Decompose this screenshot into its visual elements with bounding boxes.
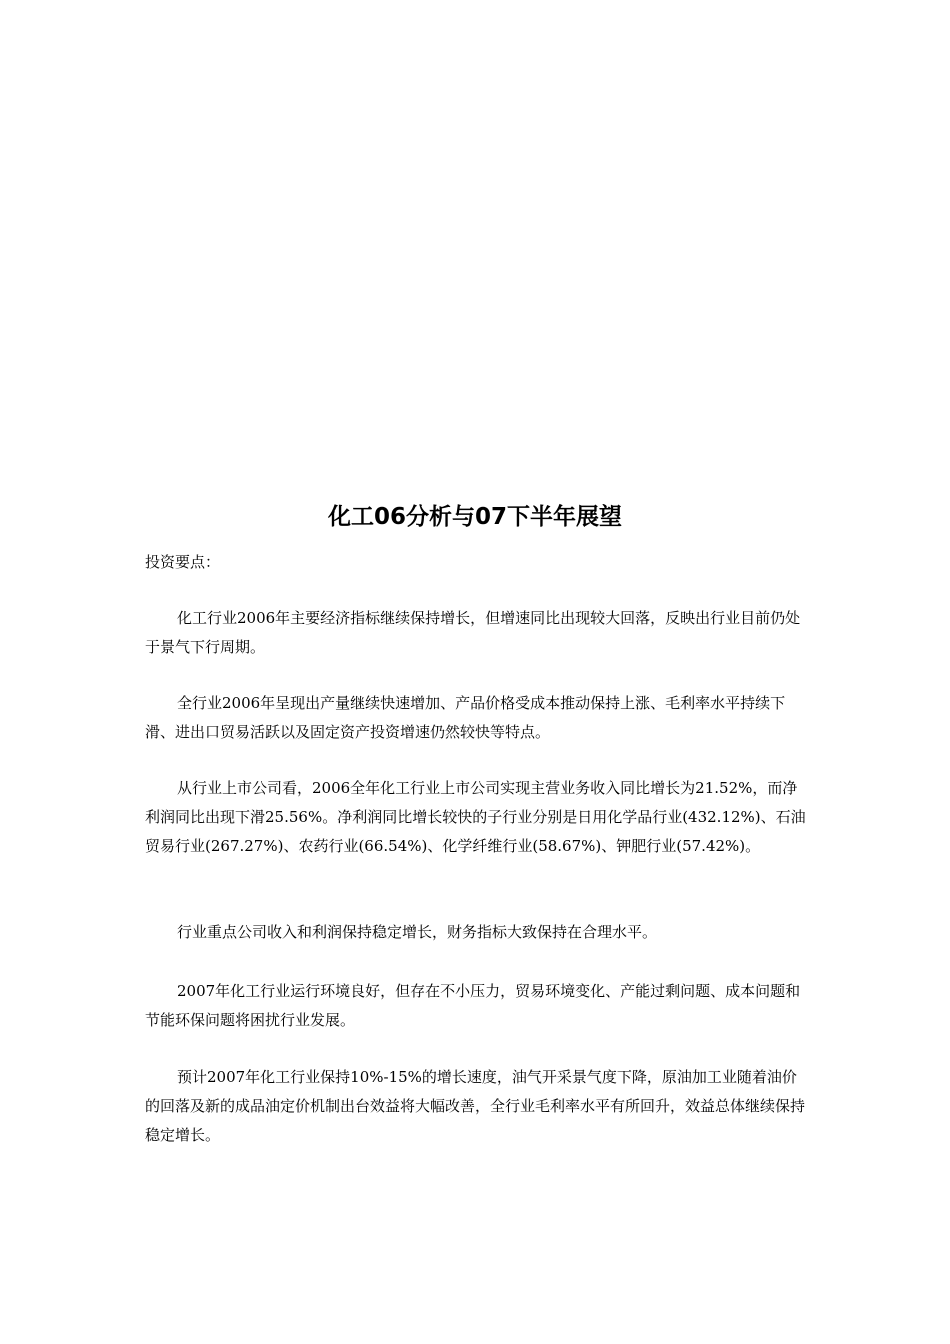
section-heading: 投资要点：	[145, 553, 221, 571]
paragraph-3	[145, 774, 810, 861]
paragraph-text: 2007年化工行业运行环境良好，但存在不小压力，贸易环境变化、产能过剩问题、成本问题和节能环保问题将困扰行业发展。	[145, 982, 801, 1029]
paragraph-6	[145, 1063, 810, 1150]
paragraph-text: 行业重点公司收入和利润保持稳定增长，财务指标大致保持在合理水平。	[177, 923, 658, 941]
document-title: 化工06分析与07下半年展望	[327, 504, 622, 530]
paragraph-text: 从行业上市公司看，2006全年化工行业上市公司实现主营业务收入同比增长为21.52%，而净利润同比出现下滑25.56%。净利润同比增长较快的子行业分别是日用化学品行业(432.12%)、石油贸易行业(267.27%)、农药行业(66.54%)、化学纤维行业(58.67%)、钾肥行业(57.42%)。	[145, 779, 806, 855]
paragraph-2	[145, 689, 810, 747]
paragraph-text: 化工行业2006年主要经济指标继续保持增长，但增速同比出现较大回落，反映出行业目前仍处于景气下行周期。	[145, 609, 801, 656]
paragraph-text: 全行业2006年呈现出产量继续快速增加、产品价格受成本推动保持上涨、毛利率水平持续下滑、进出口贸易活跃以及固定资产投资增速仍然较快等特点。	[145, 694, 786, 741]
paragraph-4	[145, 918, 810, 947]
paragraph-1	[145, 604, 810, 662]
paragraph-5	[145, 977, 810, 1035]
paragraph-text: 预计2007年化工行业保持10%-15%的增长速度，油气开采景气度下降，原油加工业随着油价的回落及新的成品油定价机制出台效益将大幅改善，全行业毛利率水平有所回升，效益总体继续保持稳定增长。	[145, 1068, 806, 1144]
